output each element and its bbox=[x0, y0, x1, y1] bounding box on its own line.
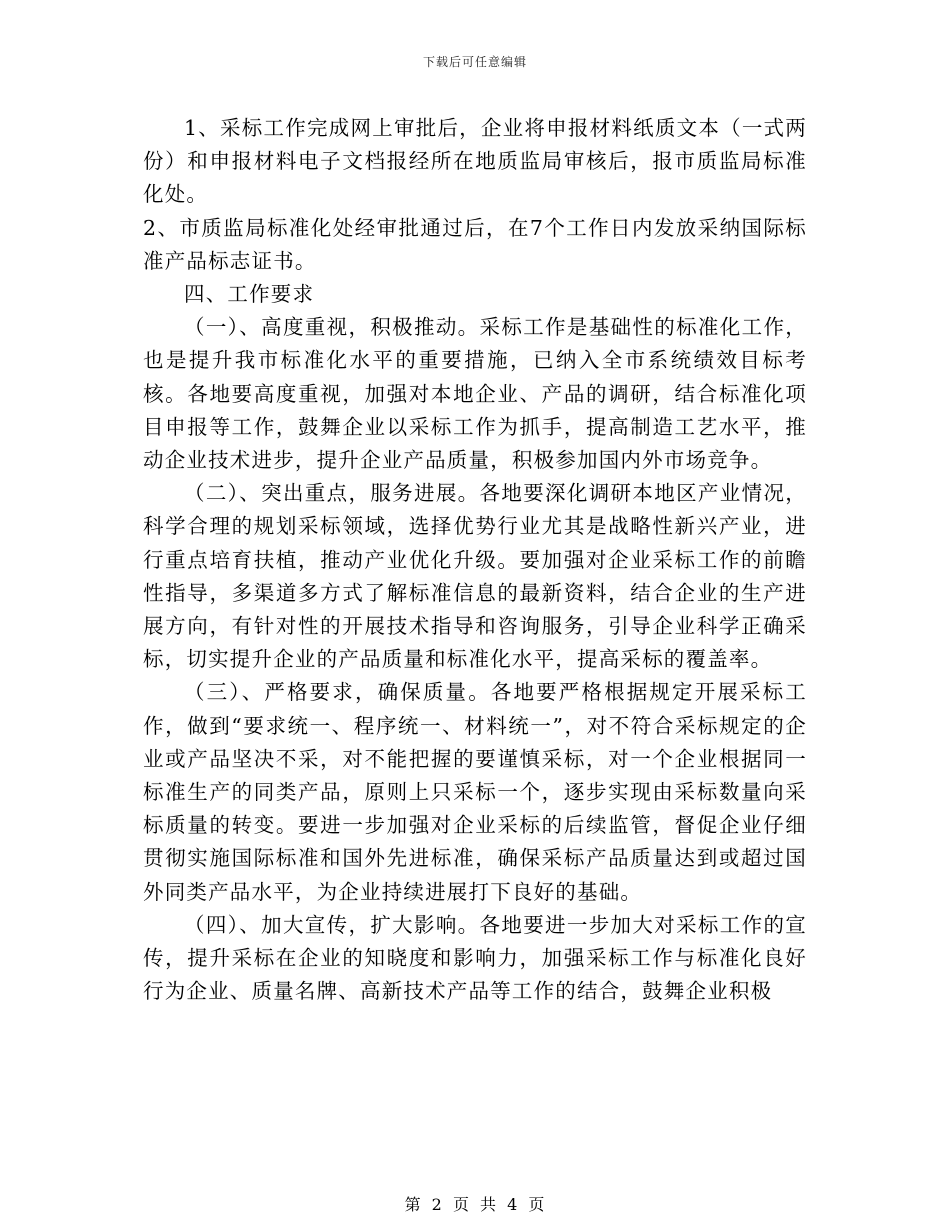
page-footer: 第 2 页 共 4 页 bbox=[404, 1195, 546, 1214]
paragraph-requirement-4: （四）、加大宣传，扩大影响。各地要进一步加大对采标工作的宣传，提升采标在企业的知晓度和影响力，加强采标工作与标准化良好行为企业、质量名牌、高新技术产品等工作的结合，鼓舞企业积极 bbox=[143, 912, 807, 1004]
paragraph-requirement-2: （二）、突出重点，服务进展。各地要深化调研本地区产业情况，科学合理的规划采标领域，选择优势行业尤其是战略性新兴产业，进行重点培育扶植，推动产业优化升级。要加强对企业采标工作的前瞻性指导，多渠道多方式了解标准信息的最新资料，结合企业的生产进展方向，有针对性的开展技术指导和咨询服务，引导企业科学正确采标，切实提升企业的产品质量和标准化水平，提高采标的覆盖率。 bbox=[143, 481, 807, 672]
paragraph-step-1: 1、采标工作完成网上审批后，企业将申报材料纸质文本（一式两份）和申报材料电子文档报经所在地质监局审核后，报市质监局标准化处。 bbox=[143, 116, 807, 207]
page-header: 下载后可任意编辑 bbox=[422, 55, 527, 69]
paragraph-requirement-1: （一）、高度重视，积极推动。采标工作是基础性的标准化工作，也是提升我市标准化水平的重要措施，已纳入全市系统绩效目标考核。各地要高度重视，加强对本地企业、产品的调研，结合标准化项目申报等工作，鼓舞企业以采标工作为抓手，提高制造工艺水平，推动企业技术进步，提升企业产品质量，积极参加国内外市场竞争。 bbox=[143, 315, 807, 473]
paragraph-step-2: 2、市质监局标准化处经审批通过后，在7个工作日内发放采纳国际标准产品标志证书。 bbox=[143, 215, 807, 273]
paragraph-requirement-3: （三）、严格要求，确保质量。各地要严格根据规定开展采标工作，做到“要求统一、程序统一、材料统一”，对不符合采标规定的企业或产品坚决不采，对不能把握的要谨慎采标，对一个企业根据同一标准生产的同类产品，原则上只采标一个，逐步实现由采标数量向采标质量的转变。要进一步加强对企业采标的后续监管，督促企业仔细贯彻实施国际标准和国外先进标准，确保采标产品质量达到或超过国外同类产品水平，为企业持续进展打下良好的基础。 bbox=[143, 680, 807, 904]
document-body bbox=[143, 112, 807, 1008]
section-heading-work-requirements: 四、工作要求 bbox=[184, 282, 315, 307]
